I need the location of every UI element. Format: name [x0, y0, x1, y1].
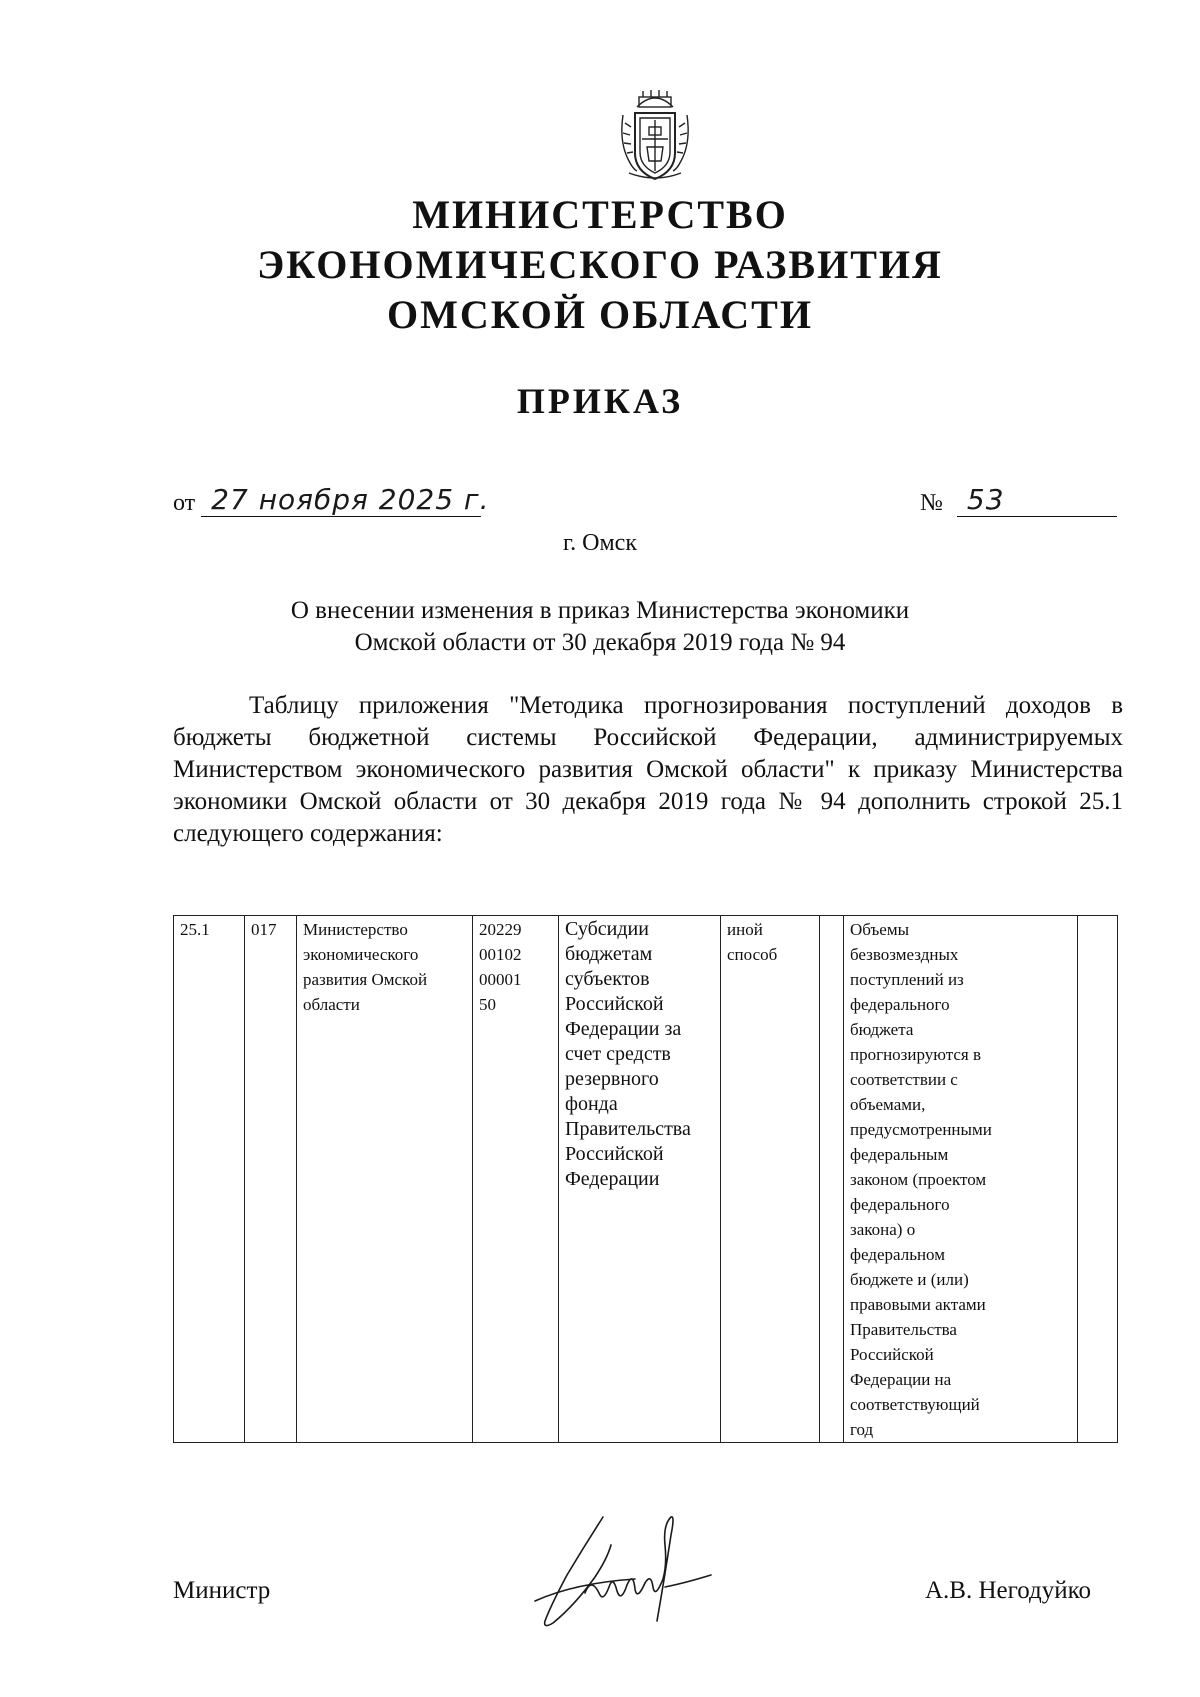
algorithm-line: соответствии с: [850, 1070, 958, 1089]
cell-kbk: [473, 916, 559, 1443]
number-line: [920, 483, 1117, 517]
algorithm-line: закона) о: [850, 1220, 916, 1239]
income-name-line: резервного: [565, 1068, 659, 1090]
income-name-line: Российской: [565, 1143, 664, 1165]
admin-name-line: Министерство: [303, 920, 408, 939]
method-line: способ: [727, 945, 778, 964]
minister-name: А.В. Негодуйко: [925, 1577, 1092, 1604]
handwritten-signature: [515, 1505, 755, 1635]
income-name-line: субъектов: [565, 968, 650, 990]
number-underline: [957, 483, 1117, 517]
algorithm-line: Федерации на: [850, 1370, 952, 1389]
table-row: [174, 916, 1118, 1443]
inserted-table: [173, 915, 1118, 1443]
cell-admin-name: [297, 916, 473, 1443]
algorithm-line: прогнозируются в: [850, 1045, 982, 1064]
algorithm-line: федерального: [850, 995, 950, 1014]
document-type: ПРИКАЗ: [516, 381, 684, 421]
subject-line-1: О внесении изменения в приказ Министерства экономики: [290, 597, 910, 624]
income-name-line: Федерации: [565, 1168, 660, 1190]
income-name-line: Правительства: [565, 1118, 691, 1140]
admin-name-line: развития Омской: [303, 970, 428, 989]
algorithm-line: предусмотренными: [850, 1120, 992, 1139]
income-name-line: бюджетам: [565, 943, 653, 965]
algorithm-line: бюджета: [850, 1020, 914, 1039]
ministry-line-1: МИНИСТЕРСТВО: [412, 192, 788, 237]
algorithm-line: федерального: [850, 1195, 950, 1214]
algorithm-line: федеральном: [850, 1245, 945, 1264]
cell-admin-code: [245, 916, 297, 1443]
algorithm-line: объемами,: [850, 1095, 926, 1114]
handwritten-number: 53: [966, 483, 1005, 516]
income-name-line: Российской: [565, 993, 664, 1015]
body-paragraph: Таблицу приложения "Методика прогнозирования поступлений доходов в бюджеты бюджетной системы Российской Федерации, администрируемых Министерством экономического развития Омской области" к приказу Министерства экономики Омской области от 30 декабря 2019 года № 94 дополнить строкой 25.1 следующего содержания:: [173, 692, 1123, 847]
algorithm-line: год: [850, 1420, 874, 1439]
algorithm-line: поступлений из: [850, 970, 964, 989]
signatory-title: Министр: [173, 1577, 271, 1604]
income-name-line: счет средств: [565, 1043, 671, 1065]
algorithm-line: Российской: [850, 1345, 934, 1364]
cell-last: [1078, 916, 1118, 1443]
number-prefix: №: [920, 490, 943, 516]
ministry-line-2: ЭКОНОМИЧЕСКОГО РАЗВИТИЯ: [257, 242, 943, 287]
kbk-line: 00001: [479, 970, 522, 989]
algorithm-line: Правительства: [850, 1320, 957, 1339]
algorithm-line: бюджете и (или): [850, 1270, 969, 1289]
kbk-line: 50: [479, 995, 496, 1014]
cell-algorithm: [844, 916, 1078, 1443]
cell-formula: [820, 916, 844, 1443]
date-line: [173, 483, 490, 517]
kbk-line: 00102: [479, 945, 522, 964]
date-prefix: от: [173, 490, 196, 516]
admin-code: 017: [251, 920, 277, 939]
ministry-line-3: ОМСКОЙ ОБЛАСТИ: [387, 292, 813, 337]
algorithm-line: законом (проектом: [850, 1170, 987, 1189]
algorithm-line: Объемы: [850, 920, 910, 939]
subject-line-2: Омской области от 30 декабря 2019 года № 94: [354, 629, 846, 656]
row-number: 25.1: [180, 920, 210, 939]
ministry-title: [0, 190, 1200, 340]
algorithm-line: соответствующий: [850, 1395, 980, 1414]
cell-row-number: [174, 916, 245, 1443]
admin-name-line: экономического: [303, 945, 419, 964]
income-name-line: фонда: [565, 1093, 618, 1115]
cell-method: [721, 916, 820, 1443]
coat-of-arms-icon: [615, 87, 695, 183]
algorithm-line: федеральным: [850, 1145, 949, 1164]
handwritten-date: 27 ноября 2025 г.: [211, 483, 490, 516]
cell-income-name: [559, 916, 721, 1443]
algorithm-line: безвозмездных: [850, 945, 959, 964]
city: г. Омск: [563, 530, 637, 556]
admin-name-line: области: [303, 995, 360, 1014]
income-name-line: Федерации за: [565, 1018, 682, 1040]
kbk-line: 20229: [479, 920, 522, 939]
algorithm-line: правовыми актами: [850, 1295, 986, 1314]
method-line: иной: [727, 920, 763, 939]
order-subject: [0, 595, 1200, 659]
date-underline: [201, 483, 490, 517]
income-name-line: Субсидии: [565, 918, 649, 940]
